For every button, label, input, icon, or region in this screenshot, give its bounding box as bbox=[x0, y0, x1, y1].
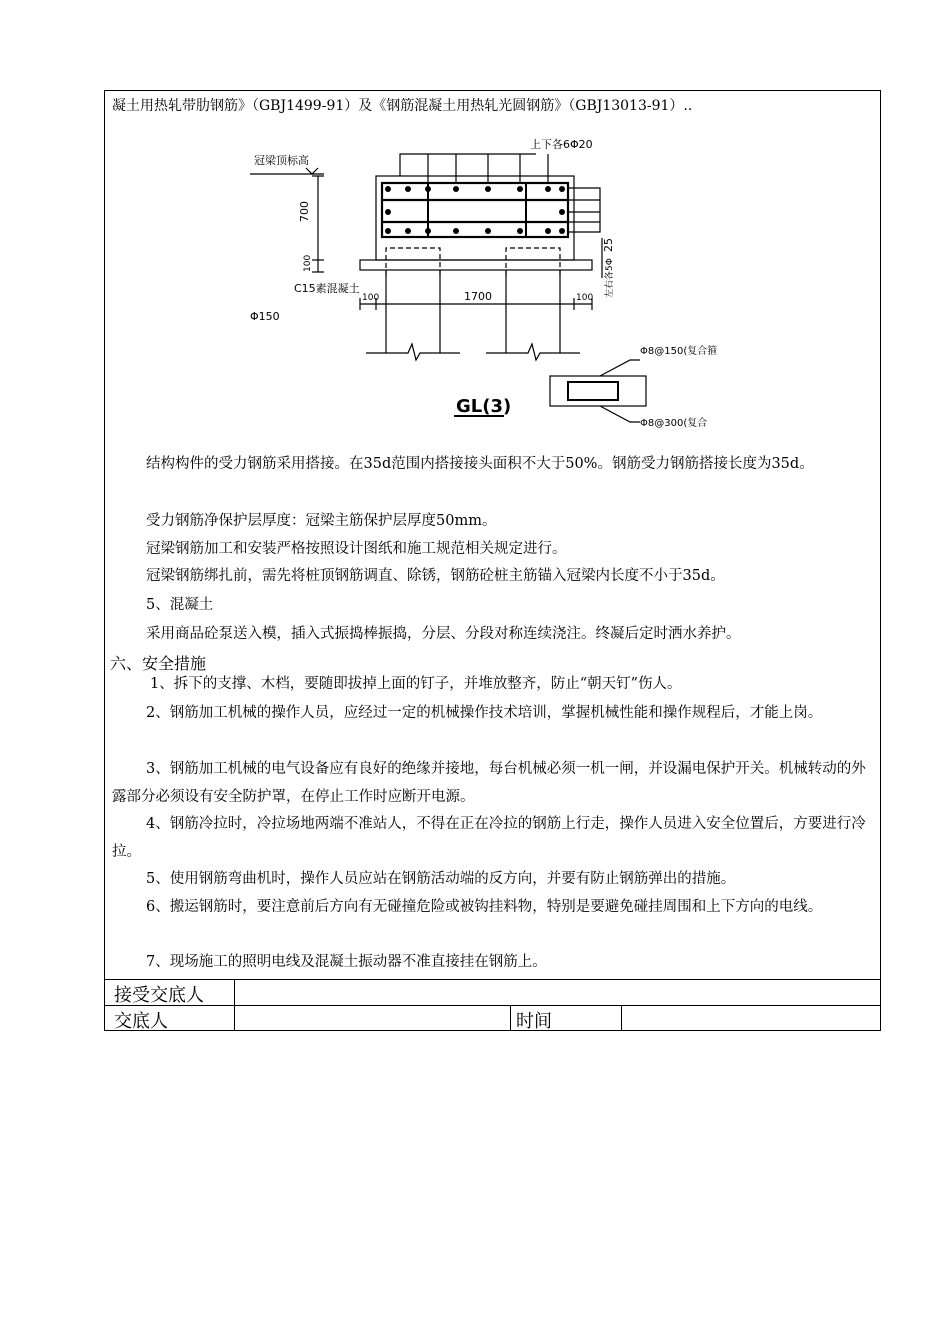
safety-heading: 六、安全措施 bbox=[110, 654, 207, 673]
label-top-bars: 上下各6Φ20 bbox=[530, 138, 593, 151]
label-1700: 1700 bbox=[464, 290, 492, 303]
c15-cushion bbox=[360, 260, 592, 270]
discloser-label: 交底人 bbox=[114, 1011, 168, 1032]
safety-item-6: 6、搬运钢筋时，要注意前后方向有无碰撞危险或被钩挂料物，特别是要避免碰挂周围和上下方向的电线。 bbox=[146, 899, 823, 915]
paragraph-concrete-heading: 5、混凝土 bbox=[146, 597, 214, 613]
leader-top-bars bbox=[400, 154, 536, 176]
receiver-label: 接受交底人 bbox=[114, 985, 204, 1006]
break-line-right bbox=[486, 344, 580, 360]
signoff-col-divider-1 bbox=[234, 979, 235, 1031]
label-100: 100 bbox=[303, 254, 313, 272]
time-field[interactable] bbox=[627, 1007, 875, 1029]
receiver-field[interactable] bbox=[240, 981, 870, 1003]
signoff-top-border bbox=[104, 979, 881, 980]
paragraph-binding: 冠梁钢筋绑扎前，需先将桩顶钢筋调直、除锈，钢筋砼桩主筋锚入冠梁内长度不小于35d。 bbox=[146, 568, 725, 584]
signoff-row-divider bbox=[104, 1005, 881, 1006]
drawing-title: GL(3) bbox=[456, 396, 512, 417]
paragraph-concrete: 采用商品砼泵送入模，插入式振捣棒振捣，分层、分段对称连续浇注。终凝后定时洒水养护。 bbox=[146, 626, 741, 642]
stirrup-detail-outer bbox=[550, 376, 646, 406]
leader-side-bars bbox=[568, 188, 600, 232]
label-25: 25 bbox=[602, 238, 615, 252]
safety-item-3: 3、钢筋加工机械的电气设备应有良好的绝缘并接地，每台机械必须一机一闸，并设漏电保护开关。机械转动的外露部分必须设有安全防护罩，在停止工作时应断开电源。 bbox=[112, 761, 866, 805]
time-label: 时间 bbox=[516, 1011, 552, 1032]
label-c15: C15素混凝土 bbox=[294, 282, 360, 295]
signoff-col-divider-2 bbox=[510, 1005, 511, 1031]
paragraph-lap-splice: 结构构件的受力钢筋采用搭接。在35d范围内搭接接头面积不大于50%。钢筋受力钢筋搭接长度为35d。 bbox=[146, 456, 814, 472]
label-700: 700 bbox=[298, 201, 311, 222]
label-stirrup-150: Φ8@150(复合箍 bbox=[640, 346, 718, 357]
label-cap-elevation: 冠梁顶标高 bbox=[254, 154, 309, 167]
label-phi150: Φ150 bbox=[250, 310, 280, 323]
paragraph-cover-thickness: 受力钢筋净保护层厚度：冠梁主筋保护层厚度50mm。 bbox=[146, 513, 497, 529]
label-stirrup-300: Φ8@300(复合 bbox=[640, 418, 708, 428]
break-line-left bbox=[366, 344, 460, 360]
rebar-dots bbox=[385, 186, 565, 234]
label-100-right: 100 bbox=[576, 293, 594, 303]
safety-item-2: 2、钢筋加工机械的操作人员，应经过一定的机械操作技术培训，掌握机械性能和操作规程后，才能上岗。 bbox=[146, 705, 823, 721]
safety-item-7: 7、现场施工的照明电线及混凝土振动器不准直接挂在钢筋上。 bbox=[146, 954, 547, 970]
discloser-field[interactable] bbox=[240, 1007, 505, 1029]
stirrup-detail-inner bbox=[568, 382, 618, 400]
safety-item-1: 1、拆下的支撑、木档，要随即拔掉上面的钉子，并堆放整齐，防止“朝天钉”伤人。 bbox=[150, 676, 682, 692]
label-side-bars: 左右各5Φ bbox=[605, 258, 615, 298]
safety-item-5: 5、使用钢筋弯曲机时，操作人员应站在钢筋活动端的反方向，并要有防止钢筋弹出的措施。 bbox=[146, 871, 736, 887]
paragraph-fabrication: 冠梁钢筋加工和安装严格按照设计图纸和施工规范相关规定进行。 bbox=[146, 541, 567, 557]
signoff-col-divider-3 bbox=[621, 1005, 622, 1031]
intro-line: 凝土用热轧带肋钢筋》（GBJ1499-91）及《钢筋混凝土用热轧光圆钢筋》（GBJ13013-91）.. bbox=[112, 98, 693, 114]
safety-item-4: 4、钢筋冷拉时，冷拉场地两端不准站人，不得在正在冷拉的钢筋上行走，操作人员进入安全位置后，方要进行冷拉。 bbox=[112, 816, 866, 860]
label-100-left: 100 bbox=[362, 293, 380, 303]
capping-beam-drawing bbox=[240, 128, 730, 428]
pile-outlines bbox=[386, 248, 560, 276]
